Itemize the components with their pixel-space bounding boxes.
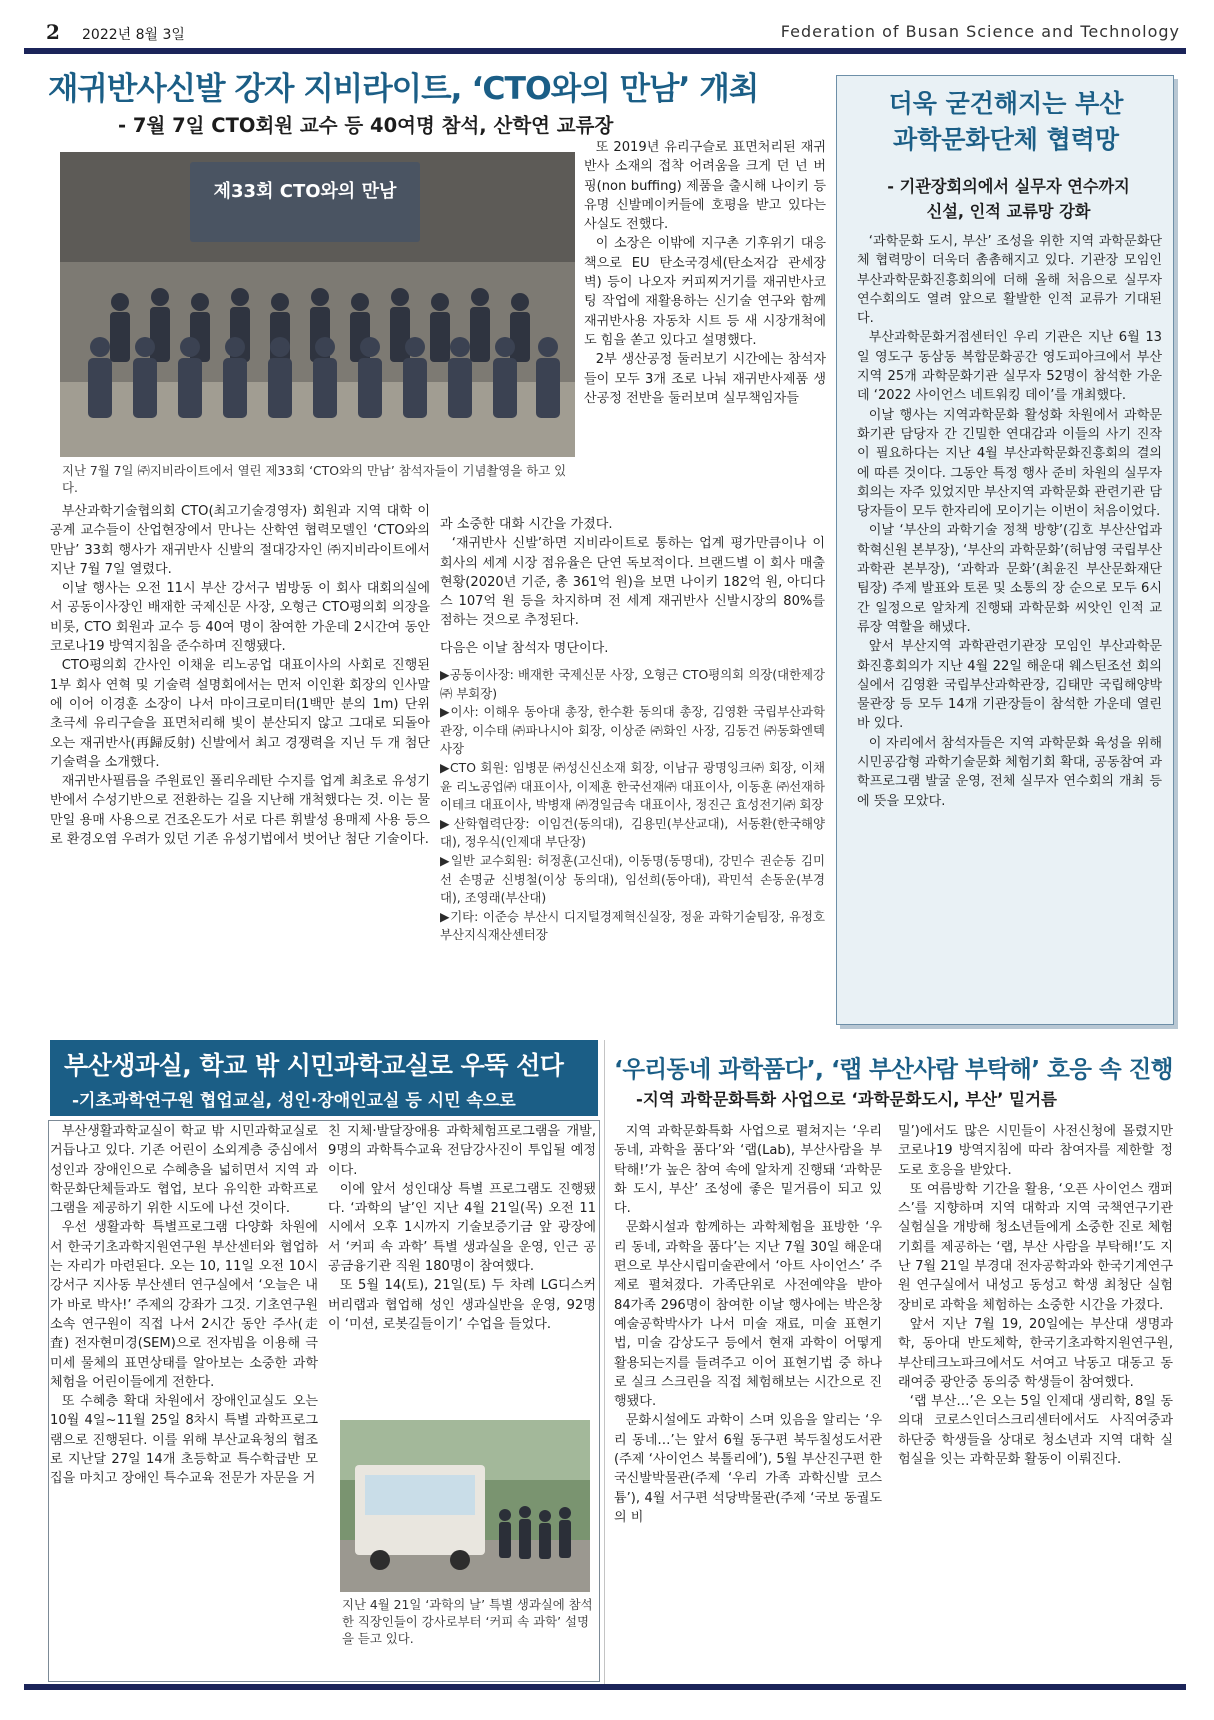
sidebar-paragraph: 이날 행사는 지역과학문화 활성화 차원에서 과학문화기관 담당자 간 긴밀한 연대감과 이들의 사기 진작이 필요하다는 지난 4월 부산과학문화진흥회의 결의에 따른 것이다. 그동안 특정 행사 준비 차원의 실무자 회의는 자주 있었지만 부산지역 과학문화 관련기관 담당자들이 모두 한자리에 모이기는 이번이 처음이었다. bbox=[857, 407, 1162, 520]
group-photo-caption: 지난 7월 7일 ㈜지비라이트에서 열린 제33회 ‘CTO와의 만남’ 참석자들이 기념촬영을 하고 있다. bbox=[62, 463, 567, 495]
story3-column-1 bbox=[614, 1122, 882, 1527]
footer-rule bbox=[24, 1684, 1186, 1690]
story3-headline: ‘우리동네 과학품다’, ‘랩 부산사람 부탁해’ 호응 속 진행 bbox=[614, 1055, 1173, 1083]
story1-column-right-top bbox=[584, 138, 826, 408]
sidebar-box bbox=[836, 75, 1174, 1025]
story2-paragraph: 또 수혜층 확대 차원에서 장애인교실도 오는 10월 4일~11월 25일 8차시 특별 과학프로그램으로 진행된다. 이를 위해 부산교육청의 협조로 지난달 27일 14개 초등학교 특수학급반 모집을 마치고 장애인 특수교육 전문가 자문을 거 bbox=[50, 1394, 318, 1487]
publication-name: Federation of Busan Science and Technology bbox=[780, 22, 1180, 41]
sidebar-title-line: 더욱 굳건해지는 부산 bbox=[888, 89, 1124, 118]
story2-paragraph: 이에 앞서 성인대상 특별 프로그램도 진행됐다. ‘과학의 날’인 지난 4월 21일(목) 오전 11시에서 오후 1시까지 기술보증기금 앞 광장에서 ‘커피 속 과학’ 특별 생과실을 운영, 인근 공공금융기관 직원 180명이 참여했다. bbox=[328, 1181, 596, 1275]
coffee-event-caption: 지난 4월 21일 ‘과학의 날’ 특별 생과실에 참석한 직장인들이 강사로부터 ‘커피 속 과학’ 설명을 듣고 있다. bbox=[342, 1597, 593, 1646]
sidebar-paragraph: 이 자리에서 참석자들은 지역 과학문화 육성을 위해 시민공감형 과학기술문화 체험기회 확대, 공동참여 과학프로그램 발굴 운영, 전체 실무자 연수회의 개최 등에 뜻을 모았다. bbox=[857, 735, 1162, 809]
column-divider bbox=[604, 1040, 605, 1684]
story2-header bbox=[50, 1040, 598, 1116]
coffee-event-photo bbox=[340, 1420, 590, 1592]
story2-column-1 bbox=[50, 1122, 318, 1489]
sidebar-paragraph: 부산과학문화거점센터인 우리 기관은 지난 6월 13일 영도구 동삼동 복합문화공간 영도피아크에서 부산지역 25개 과학문화기관 실무자 52명이 참석한 가운데 ‘2022 사이언스 네트워킹 데이’를 개최했다. bbox=[857, 330, 1162, 404]
story2-paragraph: 우선 생활과학 특별프로그램 다양화 차원에서 한국기초과학지원연구원 부산센터와 협업하는 자리가 마련된다. 오는 10, 11일 오전 10시 강서구 지사동 부산센터 연구실에서 ‘오늘은 내가 바로 박사!’ 주제의 강좌가 그것. 기초연구원 소속 연구원이 직접 나서 2시간 동안 주사(走査) 전자현미경(SEM)으로 전자빔을 이용해 극미세 물체의 표면상태를 알아보는 소중한 과학체험을 어린이들에게 전한다. bbox=[50, 1220, 318, 1390]
story3-paragraph: 문화시설에도 과학이 스며 있음을 알리는 ‘우리 동네…’는 앞서 6월 동구편 북두칠성도서관(주제 ‘사이언스 북톨리에’), 5월 부산진구편 한국신발박물관(주제 ‘우리 가족 과학신발 코스튬’), 4월 서구편 석당박물관(주제 ‘국보 동궐도의 비 bbox=[614, 1413, 882, 1525]
story1-subheadline: - 7월 7일 CTO회원 교수 등 40여명 참석, 산학연 교류장 bbox=[118, 114, 614, 137]
story3-paragraph: 앞서 지난 7월 19, 20일에는 부산대 생명과학, 동아대 반도체학, 한국기초과학지원연구원, 부산테크노파크에서도 서여고 낙동고 대동고 동래여중 광안중 동의중 학생들이 참여했다. bbox=[898, 1316, 1173, 1390]
story1-column-middle bbox=[440, 515, 825, 945]
group-photo bbox=[60, 152, 575, 457]
story3-paragraph: 또 여름방학 기간을 활용, ‘오픈 사이언스 캠퍼스’를 지향하며 지역 대학과 지역 국책연구기관 실험실을 개방해 청소년들에게 소중한 진로 체험 기회를 제공하는 ‘랩, 부산 사람을 부탁해!’도 지난 7월 21일 부경대 전자공학과와 한국기계연구원 연구실에서 내성고 동성고 학생 최청단 실험장비로 과학을 체험하는 소중한 시간을 가졌다. bbox=[898, 1181, 1173, 1313]
attendee-group: ▶산학협력단장: 이임건(동의대), 김용민(부산교대), 서동환(한국해양대), 정우식(인제대 부단장) bbox=[440, 815, 825, 850]
story1-paragraph: ‘재귀반사 신발’하면 지비라이트로 통하는 업계 평가만큼이나 이 회사의 세계 시장 점유율은 단연 독보적이다. 브랜드별 이 회사 매출 현황(2020년 기준, 총 361억 원)을 보면 나이키 182억 원, 아디다스 107억 원 등을 차지하며 전 세계 재귀반사 신발시장의 80%를 점하는 것으로 추정된다. bbox=[440, 536, 825, 629]
sidebar-paragraph: 앞서 부산지역 과학관련기관장 모임인 부산과학문화진흥회의가 지난 4월 22일 해운대 웨스틴조선 회의실에서 김영환 국립부산과학관장, 김태만 국립해양박물관장 등 모두 14개 기관장들이 참석한 가운데 열린 바 있다. bbox=[857, 639, 1162, 732]
story2-paragraph: 친 지체·발달장애용 과학체험프로그램을 개발, 9명의 과학특수교육 전담강사진이 투입될 예정이다. bbox=[328, 1124, 596, 1178]
sidebar-title-line: 과학문화단체 협력망 bbox=[892, 125, 1120, 154]
story2-subheadline: -기초과학연구원 협업교실, 성인·장애인교실 등 시민 속으로 bbox=[72, 1091, 516, 1111]
page-number: 2 bbox=[46, 20, 60, 44]
story3-paragraph: 문화시설과 함께하는 과학체험을 표방한 ‘우리 동네, 과학을 품다’는 지난 7월 30일 해운대편으로 부산시립미술관에서 ‘아트 사이언스’ 주제로 펼쳐졌다. 가족단위로 사전예약을 받아 84가족 296명이 참여한 이날 행사에는 박은창 예술공학박사가 나서 미술 재료, 미술 표현기법, 미술 감상도구 등에서 현재 과학이 어떻게 활용되는지를 들려주고 이어 표현기법 중 하나로 실크 스크린을 직접 체험해보는 시간으로 진행됐다. bbox=[614, 1220, 882, 1410]
story3-paragraph: ‘랩 부산…’은 오는 5일 인제대 생리학, 8일 동의대 코로스인더스크리센터에서도 사직여중과 하단중 학생들을 상대로 청소년과 지역 대학 실험실을 잇는 과학문화 활동이 이뤄진다. bbox=[898, 1394, 1173, 1468]
story1-headline: 재귀반사신발 강자 지비라이트, ‘CTO와의 만남’ 개최 bbox=[48, 71, 759, 107]
page-header bbox=[40, 18, 1180, 48]
story1-paragraph: 재귀반사필름을 주원료인 폴리우레탄 수지를 업계 최초로 유성기반에서 수성기반으로 전환하는 길을 지난해 개척했다는 것. 이는 물 만일 용매 사용으로 건조온도가 서로 다른 휘발성 용매제 사용 등으로 환경오염 우려가 있던 기존 유성기법에서 벗어난 첨단 기술이다. bbox=[50, 774, 430, 848]
story1-paragraph: 또 2019년 유리구슬로 표면처리된 재귀반사 소재의 접착 어려움을 크게 던 넌 버핑(non buffing) 제품을 출시해 나이키 등 유명 신발메이커들에 호평을 받고 있다는 사실도 전했다. bbox=[584, 140, 826, 233]
story2-paragraph: 부산생활과학교실이 학교 밖 시민과학교실로 거듭나고 있다. 기존 어린이 소외계층 중심에서 성인과 장애인으로 수혜층을 넓히면서 지역 과학문화단체들과도 협업, 보다 유익한 과학프로그램을 제공하기 위한 시도에 나선 것이다. bbox=[50, 1124, 318, 1217]
attendee-group: ▶CTO 회원: 임병문 ㈜성신신소재 회장, 이남규 광명잉크㈜ 회장, 이채윤 리노공업㈜ 대표이사, 이제훈 한국선재㈜ 대표이사, 이동훈 ㈜선재하이테크 대표이사, 박병재 ㈜경일금속 대표이사, 정진근 효성전기㈜ 회장 bbox=[440, 760, 825, 813]
story1-paragraph: CTO평의회 간사인 이채윤 리노공업 대표이사의 사회로 진행된 1부 회사 연혁 및 기술력 설명회에서는 먼저 이인환 회장의 인사말에 이어 이경훈 소장이 나서 마이크로미터(1백만 분의 1m) 단위 초극세 유리구슬을 표면처리해 빛이 분산되지 않고 그대로 되돌아오는 재귀반사(再歸反射) 신발에서 최고 경쟁력을 지닌 두 개 첨단기술력을 소개했다. bbox=[50, 658, 430, 770]
attendee-group: ▶공동이사장: 배재한 국제신문 사장, 오형근 CTO평의회 의장(대한제강㈜ 부회장) bbox=[440, 667, 825, 701]
story1-paragraph: 부산과학기술협의회 CTO(최고기술경영자) 회원과 지역 대학 이공계 교수들이 산업현장에서 만나는 산학연 협력모델인 ‘CTO와의 만남’ 33회 행사가 재귀반사 신발의 절대강자인 ㈜지비라이트에서 지난 7월 7일 열렸다. bbox=[50, 504, 430, 577]
sidebar-paragraph: 이날 ‘부산의 과학기술 정책 방향’(김호 부산산업과학혁신원 본부장), ‘부산의 과학문화’(허남영 국립부산과학관 본부장), ‘과학과 문화’(최윤진 부산문화재단 팀장) 주제 발표와 토론 및 소통의 장 순으로 모두 6시간 일정으로 알차게 진행돼 과학문화 씨앗인 인적 교류장 역할을 해냈다. bbox=[857, 523, 1162, 635]
sidebar-subtitle-line: - 기관장회의에서 실무자 연수까지 bbox=[887, 177, 1130, 196]
sidebar-subtitle-line: 신설, 인적 교류망 강화 bbox=[926, 202, 1091, 221]
story3-subheadline: -지역 과학문화특화 사업으로 ‘과학문화도시, 부산’ 밑거름 bbox=[636, 1090, 1057, 1109]
header-rule bbox=[24, 48, 1186, 54]
story1-paragraph: 이날 행사는 오전 11시 부산 강서구 범방동 이 회사 대회의실에서 공동이사장인 배재한 국제신문 사장, 오형근 CTO평의회 의장을 비롯, CTO 회원과 교수 등 40여 명이 참여한 가운데 2시간여 동안 코로나19 방역지침을 준수하며 진행됐다. bbox=[50, 581, 430, 655]
story2-paragraph: 또 5월 14(토), 21일(토) 두 차례 LG디스커버리랩과 협업해 성인 생과실반을 운영, 92명이 ‘미션, 로봇길들이기’ 수업을 들었다. bbox=[328, 1278, 596, 1332]
story3-paragraph: 밀’)에서도 많은 시민들이 사전신청에 몰렸지만 코로나19 방역지침에 따라 참여자를 제한할 정도로 호응을 받았다. bbox=[898, 1124, 1173, 1178]
story2-headline: 부산생과실, 학교 밖 시민과학교실로 우뚝 선다 bbox=[64, 1051, 564, 1080]
attendee-group: ▶기타: 이준승 부산시 디지털경제혁신실장, 정윤 과학기술팀장, 유정호 부산지식재산센터장 bbox=[440, 908, 825, 943]
sidebar-paragraph: ‘과학문화 도시, 부산’ 조성을 위한 지역 과학문화단체 협력망이 더욱더 촘촘해지고 있다. 기관장 모임인 부산과학문화진흥회의에 더해 올해 처음으로 실무자 연수회의도 열려 앞으로 활발한 인적 교류가 기대된다. bbox=[857, 234, 1162, 327]
story1-column-left bbox=[50, 502, 430, 849]
attendee-group: ▶일반 교수회원: 허정훈(고신대), 이동명(동명대), 강민수 권순동 김미선 손명균 신병철(이상 동의대), 임선희(동아대), 곽민석 손동운(부경대), 조영래(부산대) bbox=[440, 853, 825, 906]
sidebar-title bbox=[837, 86, 1175, 158]
attendee-group: ▶이사: 이해우 동아대 총장, 한수환 동의대 총장, 김영환 국립부산과학관장, 이수태 ㈜파나시아 회장, 이상준 ㈜화인 사장, 김동건 ㈜동화엔텍 사장 bbox=[440, 704, 825, 757]
sidebar-subtitle bbox=[851, 174, 1166, 224]
story1-paragraph: 과 소중한 대화 시간을 가졌다. bbox=[440, 517, 613, 532]
story3-paragraph: 지역 과학문화특화 사업으로 펼쳐지는 ‘우리 동네, 과학을 품다’와 ‘랩(Lab), 부산사람을 부탁해!’가 높은 참여 속에 알차게 진행돼 ‘과학문화 도시, 부산’ 조성에 좋은 밑거름이 되고 있다. bbox=[614, 1124, 882, 1217]
story1-paragraph: 2부 생산공정 둘러보기 시간에는 참석자들이 모두 3개 조로 나눠 재귀반사제품 생산공정 전반을 둘러보며 실무책임자들 bbox=[584, 352, 826, 406]
attendees-intro: 다음은 이날 참석자 명단이다. bbox=[440, 640, 609, 656]
story1-paragraph: 이 소장은 이밖에 지구촌 기후위기 대응책으로 EU 탄소국경세(탄소저감 관세장벽) 등이 나오자 커피찌거기를 재귀반사코팅 작업에 재활용하는 신기술 연구와 함께 재귀반사용 자동차 시트 등 새 시장개척에도 힘을 쏟고 있다고 설명했다. bbox=[584, 236, 826, 348]
story3-column-2 bbox=[898, 1122, 1173, 1469]
story2-column-2 bbox=[328, 1122, 596, 1334]
sidebar-body bbox=[857, 232, 1162, 811]
photo-banner-title: 제33회 CTO와의 만남 bbox=[213, 181, 397, 202]
issue-date: 2022년 8월 3일 bbox=[82, 27, 185, 43]
